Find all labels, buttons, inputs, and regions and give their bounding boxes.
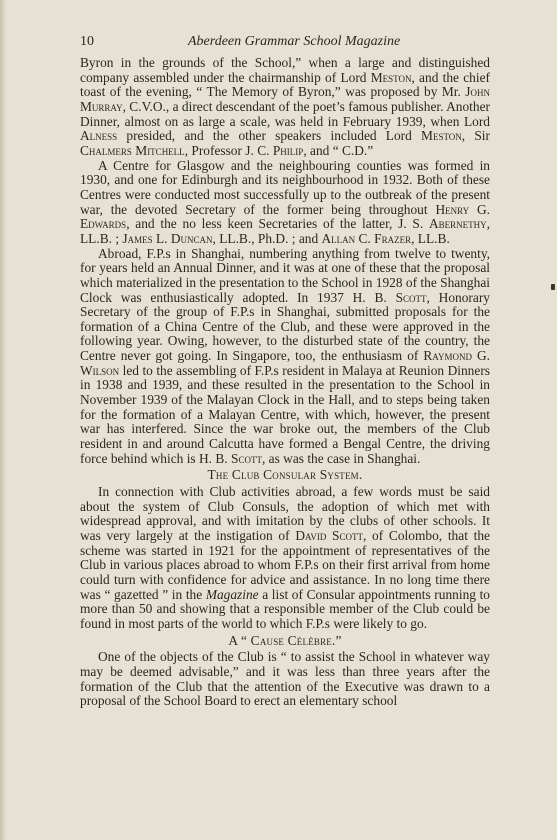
page-number: 10 [80, 34, 94, 49]
name-meston: Meston [421, 128, 462, 144]
name-philip: Philip [272, 142, 304, 158]
paragraph-4: In connection with Club activities abroad, a few words must be said about the system of Club Consuls, the adoption of which met with widespread approval, and with imitation by the clubs of other schools. It was very largely at the instigation of David Scott, of Colombo, that the scheme was started in 1921 for the appointment of representatives of the Club in various places abroad to whom F.P.s on their first arrival from home could turn with confidence for advice and assistance. In no long time there was “ gazetted ” in the Magazine a list of Consular appointments running to more than 50 and showing that a responsible member of the Club could be found in most parts of the world to which F.P.s were likely to go. [80, 484, 490, 631]
name-frazer: Allan C. Frazer [321, 230, 412, 246]
name-edwards: Henry G. Edwards [80, 201, 490, 232]
paragraph-5: One of the objects of the Club is “ to assist the School in whatever way may be deemed advisable,” and it was less than three years after the formation of the Club that the attention of the Executive was drawn to a proposal of the School Board to erect an elementary school [80, 649, 490, 709]
name-scott: Scott [395, 289, 427, 305]
magazine-title: Magazine [205, 586, 259, 602]
paragraph-3: Abroad, F.P.s in Shanghai, numbering anything from twelve to twenty, for years held an Annual Dinner, and it was at one of these that the proposal which materialized in the presentation to the School in 1928 of the Shanghai Clock was enthusiastically adopted. In 1937 H. B. Scott, Honorary Secretary of the group of F.P.s in Shanghai, submitted proposals for the formation of a China Centre of the Club, and these were approved in the following year. Owing, however, to the disturbed state of the country, the Centre never got going. In Singapore, too, the enthusiasm of Raymond G. Wilson led to the assembling of F.P.s resident in Malaya at Reunion Dinners in 1938 and 1939, and these resulted in the presentation to the School in November 1939 of the Malayan Clock in the Hall, and to steps being taken for the formation of a Malayan Centre, with which, however, the present war has interfered. Since the war broke out, the members of the Club resident in and around Calcutta have formed a Bengal Centre, the driving force behind which is H. B. Scott, as was the case in Shanghai. [80, 245, 490, 466]
name-meston: Meston [370, 69, 412, 85]
page-header [80, 34, 490, 52]
name-wilson: Raymond G. Wilson [80, 348, 490, 378]
name-alness: Alness [80, 128, 118, 144]
article-body [80, 56, 490, 709]
margin-mark [551, 284, 555, 290]
running-title: Aberdeen Grammar School Magazine [188, 34, 401, 49]
name-scott: Scott [231, 450, 262, 466]
name-murray: John Murray [80, 84, 490, 114]
page-spine-shadow [0, 0, 7, 840]
name-abernethy: Abernethy [428, 216, 487, 232]
name-duncan: James L. Duncan [122, 230, 213, 246]
section-heading-consular: The Club Consular System. [207, 467, 363, 483]
paragraph-1: Byron in the grounds of the School,” when a large and distinguished company assembled under the chairmanship of Lord Meston, and the chief toast of the evening, “ The Memory of Byron,” was proposed by Mr. John Murray, C.V.O., a direct descendant of the poet’s famous publisher. Another Dinner, almost on as large a scale, was held in February 1939, when Lord Alness presided, and the other speakers included Lord Meston, Sir Chalmers Mitchell, Professor J. C. Philip, and “ C.D.” [80, 55, 490, 158]
name-mitchell: Chalmers Mitchell [80, 142, 185, 158]
paragraph-2: A Centre for Glasgow and the neighbouring counties was formed in 1930, and one for Edinburgh and its neighbourhood in 1932. Both of these Centres were conducted most successfully up to the outbreak of the present war, the devoted Secretary of the former being throughout Henry G. Edwards, and the no less keen Secretaries of the latter, J. S. Abernethy, LL.B. ; James L. Duncan, LL.B., Ph.D. ; and Allan C. Frazer, LL.B. [80, 157, 490, 246]
section-heading-cause-celebre: A “ Cause Célèbre.” [228, 632, 342, 648]
name-david-scott: David Scott [295, 528, 363, 543]
